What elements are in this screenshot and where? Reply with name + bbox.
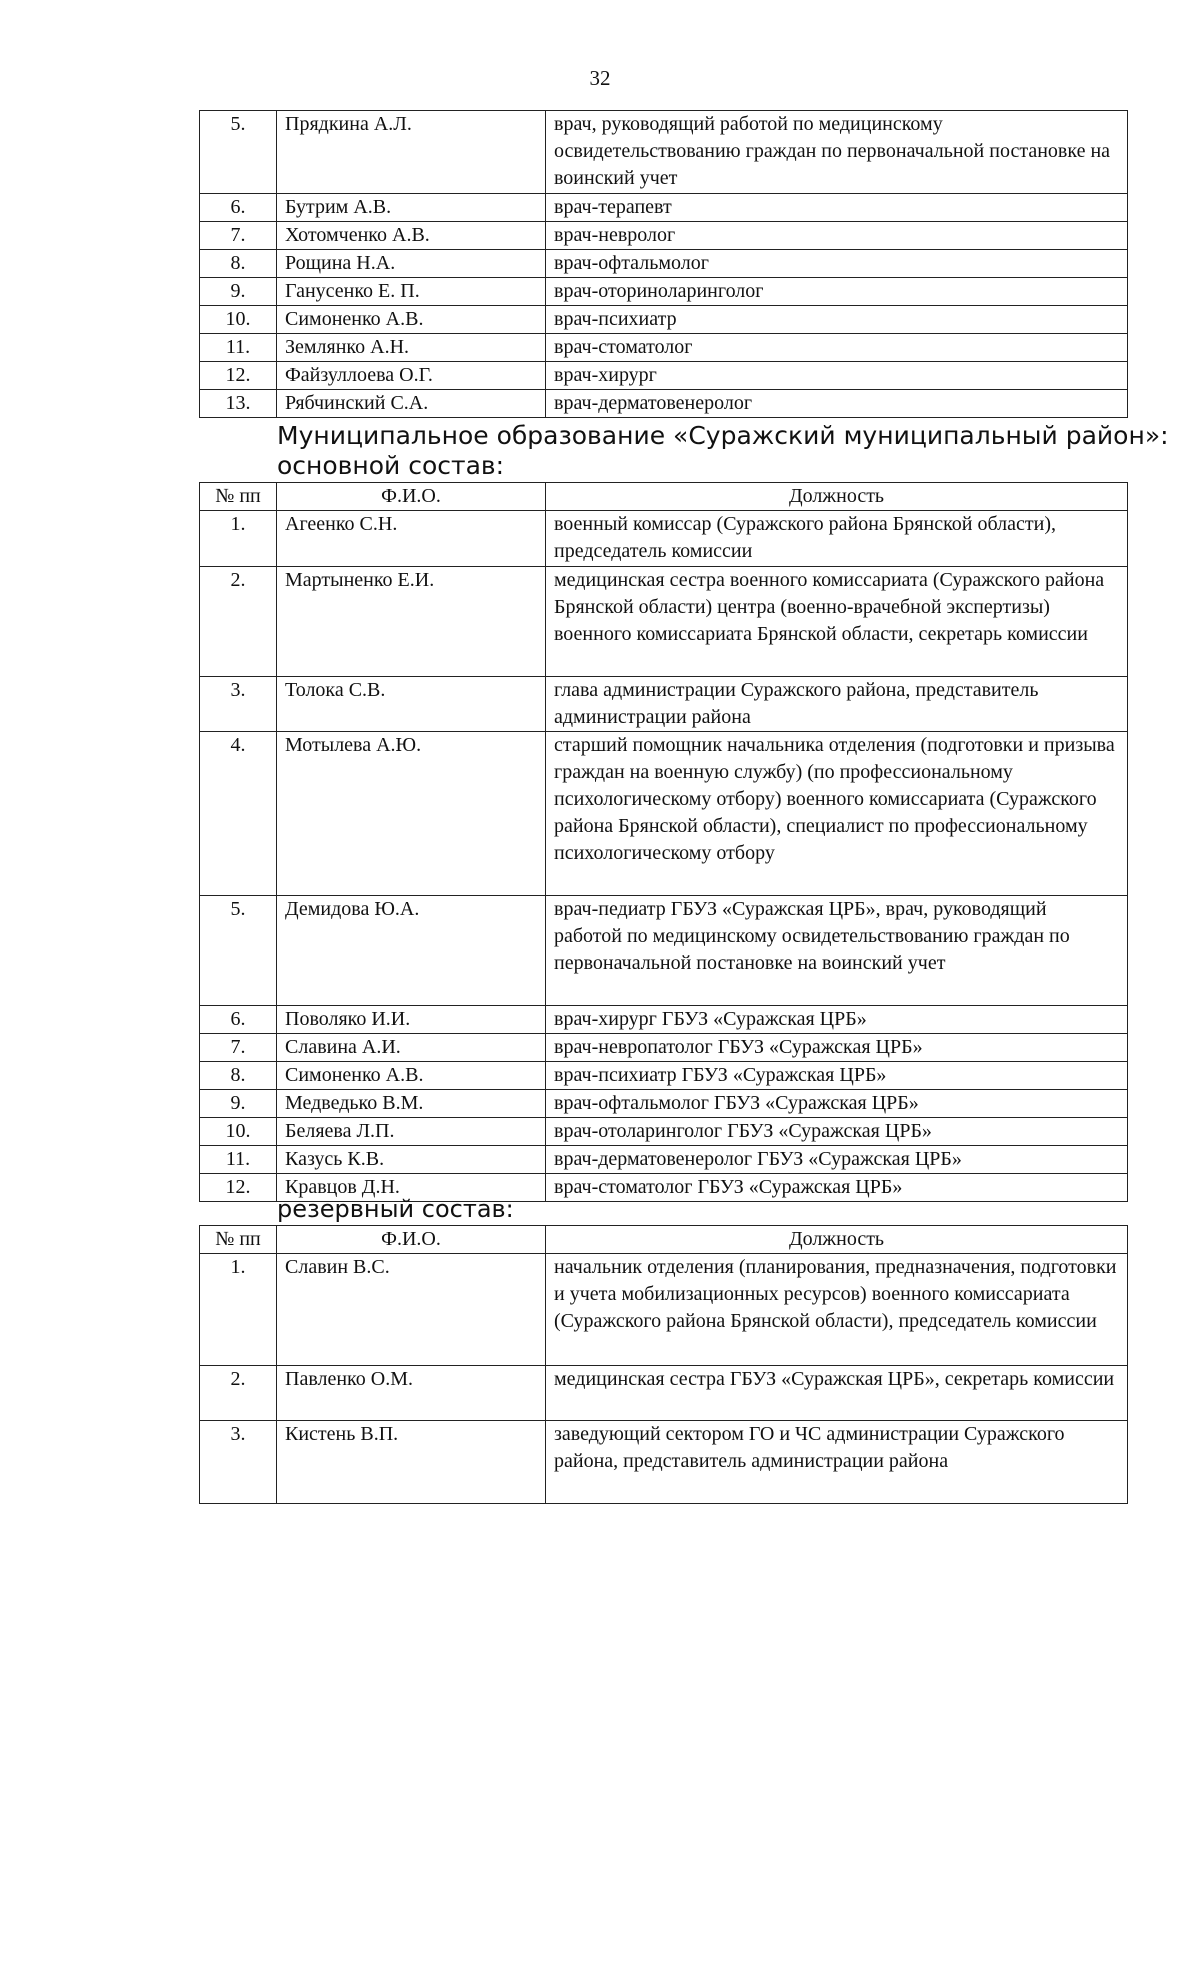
header-position: Должность bbox=[546, 483, 1128, 511]
row-position: старший помощник начальника отделения (подготовки и призыва граждан на военную службу) (по профессиональному психологическому отбору) военного комиссариата (Суражского района Брянской области), специалист по профессиональному психологическому отбору bbox=[546, 732, 1128, 896]
row-name: Кравцов Д.Н. bbox=[277, 1174, 546, 1202]
row-name: Прядкина А.Л. bbox=[277, 111, 546, 194]
row-position: врач-невропатолог ГБУЗ «Суражская ЦРБ» bbox=[546, 1034, 1128, 1062]
table-header bbox=[200, 483, 1128, 511]
row-number: 8. bbox=[200, 250, 277, 278]
row-name: Толока С.В. bbox=[277, 677, 546, 732]
row-number: 10. bbox=[200, 306, 277, 334]
row-position: медицинская сестра ГБУЗ «Суражская ЦРБ», секретарь комиссии bbox=[546, 1366, 1128, 1421]
row-position: врач-психиатр bbox=[546, 306, 1128, 334]
row-name: Кистень В.П. bbox=[277, 1421, 546, 1504]
table-row bbox=[200, 1034, 1128, 1062]
table-row bbox=[200, 1118, 1128, 1146]
header-num: № пп bbox=[200, 483, 277, 511]
table-row bbox=[200, 677, 1128, 732]
table-row bbox=[200, 1062, 1128, 1090]
commission-table-main bbox=[199, 482, 1128, 1202]
table-row bbox=[200, 1366, 1128, 1421]
row-name: Рощина Н.А. bbox=[277, 250, 546, 278]
table-row bbox=[200, 732, 1128, 896]
row-number: 11. bbox=[200, 1146, 277, 1174]
table-row bbox=[200, 1090, 1128, 1118]
row-number: 9. bbox=[200, 278, 277, 306]
row-name: Бутрим А.В. bbox=[277, 194, 546, 222]
row-number: 7. bbox=[200, 222, 277, 250]
header-row bbox=[200, 1226, 1128, 1254]
row-number: 10. bbox=[200, 1118, 277, 1146]
table-row bbox=[200, 278, 1128, 306]
row-position: врач-оториноларинголог bbox=[546, 278, 1128, 306]
row-position: врач-стоматолог bbox=[546, 334, 1128, 362]
table-row bbox=[200, 222, 1128, 250]
row-position: начальник отделения (планирования, предназначения, подготовки и учета мобилизационных ресурсов) военного комиссариата (Суражского района Брянской области), председатель комиссии bbox=[546, 1254, 1128, 1366]
header-row bbox=[200, 483, 1128, 511]
table-row bbox=[200, 334, 1128, 362]
row-number: 5. bbox=[200, 111, 277, 194]
row-number: 8. bbox=[200, 1062, 277, 1090]
row-position: врач-офтальмолог bbox=[546, 250, 1128, 278]
table-row bbox=[200, 1006, 1128, 1034]
main-composition-heading: основной состав: bbox=[277, 451, 505, 480]
row-number: 11. bbox=[200, 334, 277, 362]
header-name: Ф.И.О. bbox=[277, 483, 546, 511]
row-position: заведующий сектором ГО и ЧС администрации Суражского района, представитель администрации района bbox=[546, 1421, 1128, 1504]
row-position: врач-невролог bbox=[546, 222, 1128, 250]
table-header bbox=[200, 1226, 1128, 1254]
table-row bbox=[200, 511, 1128, 567]
row-number: 13. bbox=[200, 390, 277, 418]
row-name: Поволяко И.И. bbox=[277, 1006, 546, 1034]
table-row bbox=[200, 194, 1128, 222]
header-num: № пп bbox=[200, 1226, 277, 1254]
row-number: 1. bbox=[200, 511, 277, 567]
row-position: врач-стоматолог ГБУЗ «Суражская ЦРБ» bbox=[546, 1174, 1128, 1202]
row-position: врач-хирург ГБУЗ «Суражская ЦРБ» bbox=[546, 1006, 1128, 1034]
row-name: Славин В.С. bbox=[277, 1254, 546, 1366]
reserve-composition-heading: резервный состав: bbox=[277, 1195, 514, 1223]
table-row bbox=[200, 362, 1128, 390]
municipality-heading: Муниципальное образование «Суражский муниципальный район»: bbox=[277, 421, 1169, 450]
row-name: Рябчинский С.А. bbox=[277, 390, 546, 418]
row-number: 4. bbox=[200, 732, 277, 896]
row-name: Симоненко А.В. bbox=[277, 1062, 546, 1090]
table-body bbox=[200, 1254, 1128, 1504]
row-position: врач-дерматовенеролог ГБУЗ «Суражская ЦРБ» bbox=[546, 1146, 1128, 1174]
table-body bbox=[200, 511, 1128, 1202]
row-name: Агеенко С.Н. bbox=[277, 511, 546, 567]
table-row bbox=[200, 111, 1128, 194]
table-row bbox=[200, 1146, 1128, 1174]
header-name: Ф.И.О. bbox=[277, 1226, 546, 1254]
row-position: медицинская сестра военного комиссариата (Суражского района Брянской области) центра (военно-врачебной экспертизы) военного комиссариата Брянской области, секретарь комиссии bbox=[546, 567, 1128, 677]
row-position: врач-педиатр ГБУЗ «Суражская ЦРБ», врач, руководящий работой по медицинскому освидетельствованию граждан по первоначальной постановке на воинский учет bbox=[546, 896, 1128, 1006]
row-number: 2. bbox=[200, 567, 277, 677]
commission-table-top bbox=[199, 110, 1128, 418]
table-row bbox=[200, 306, 1128, 334]
row-number: 12. bbox=[200, 1174, 277, 1202]
row-number: 2. bbox=[200, 1366, 277, 1421]
row-number: 9. bbox=[200, 1090, 277, 1118]
row-position: врач-отоларинголог ГБУЗ «Суражская ЦРБ» bbox=[546, 1118, 1128, 1146]
row-number: 6. bbox=[200, 194, 277, 222]
row-number: 3. bbox=[200, 1421, 277, 1504]
row-number: 6. bbox=[200, 1006, 277, 1034]
row-number: 5. bbox=[200, 896, 277, 1006]
row-number: 12. bbox=[200, 362, 277, 390]
row-name: Симоненко А.В. bbox=[277, 306, 546, 334]
row-name: Славина А.И. bbox=[277, 1034, 546, 1062]
row-number: 1. bbox=[200, 1254, 277, 1366]
row-position: глава администрации Суражского района, представитель администрации района bbox=[546, 677, 1128, 732]
row-name: Мотылева А.Ю. bbox=[277, 732, 546, 896]
table-row bbox=[200, 567, 1128, 677]
table-row bbox=[200, 250, 1128, 278]
row-position: врач, руководящий работой по медицинскому освидетельствованию граждан по первоначальной постановке на воинский учет bbox=[546, 111, 1128, 194]
row-name: Ганусенко Е. П. bbox=[277, 278, 546, 306]
row-position: врач-хирург bbox=[546, 362, 1128, 390]
table-row bbox=[200, 390, 1128, 418]
row-name: Мартыненко Е.И. bbox=[277, 567, 546, 677]
row-position: военный комиссар (Суражского района Брянской области), председатель комиссии bbox=[546, 511, 1128, 567]
row-name: Землянко А.Н. bbox=[277, 334, 546, 362]
table-row bbox=[200, 1254, 1128, 1366]
row-name: Павленко О.М. bbox=[277, 1366, 546, 1421]
row-name: Хотомченко А.В. bbox=[277, 222, 546, 250]
row-name: Файзуллоева О.Г. bbox=[277, 362, 546, 390]
row-position: врач-дерматовенеролог bbox=[546, 390, 1128, 418]
header-position: Должность bbox=[546, 1226, 1128, 1254]
row-number: 7. bbox=[200, 1034, 277, 1062]
row-name: Медведько В.М. bbox=[277, 1090, 546, 1118]
table-row bbox=[200, 896, 1128, 1006]
table-body bbox=[200, 111, 1128, 418]
table-row bbox=[200, 1421, 1128, 1504]
row-number: 3. bbox=[200, 677, 277, 732]
row-position: врач-психиатр ГБУЗ «Суражская ЦРБ» bbox=[546, 1062, 1128, 1090]
row-name: Беляева Л.П. bbox=[277, 1118, 546, 1146]
row-name: Казусь К.В. bbox=[277, 1146, 546, 1174]
row-position: врач-терапевт bbox=[546, 194, 1128, 222]
row-name: Демидова Ю.А. bbox=[277, 896, 546, 1006]
commission-table-reserve bbox=[199, 1225, 1128, 1504]
row-position: врач-офтальмолог ГБУЗ «Суражская ЦРБ» bbox=[546, 1090, 1128, 1118]
page-number: 32 bbox=[589, 66, 611, 90]
